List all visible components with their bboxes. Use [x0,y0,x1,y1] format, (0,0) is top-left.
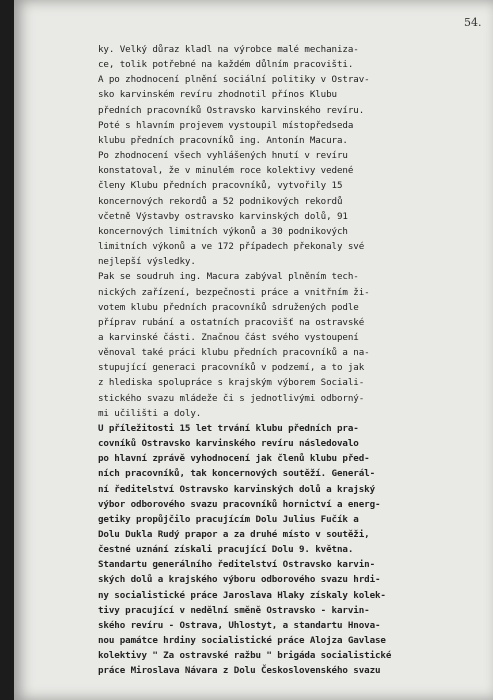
text-line: koncernových limitních výkonů a 30 podnikových [98,225,348,237]
text-line: předních pracovníků Ostravsko karvinského revíru. [98,104,365,116]
text-line: včetně Výstavby ostravsko karvinských dolů, 91 [98,210,348,222]
text-line: koncernových rekordů a 52 podnikových rekordů [98,195,343,207]
page-number: 54. [464,16,482,29]
text-line: a karvinské části. Značnou část svého vystoupení [98,331,359,343]
text-line: covníků Ostravsko karvinského revíru následovalo [98,438,359,450]
text-line: čestné uznání získali pracující Dolu 9. května. [98,544,354,556]
text-line: U příležitosti 15 let trvání klubu předních pra- [98,422,359,434]
text-line: práce Miroslava Návara z Dolu Československého svazu [98,665,381,677]
text-line: z hlediska spolupráce s krajským výborem Sociali- [98,377,365,389]
text-line: po hlavní zprávě vyhodnocení jak členů klubu před- [98,453,370,465]
text-line: mi učilišti a doly. [98,407,202,419]
text-line: věnoval také práci klubu předních pracovníků a na- [98,347,370,359]
text-line: ských dolů a krajského výboru odborového svazu hrdi- [98,574,381,586]
text-line: ce, tolik potřebné na každém důlním pracovišti. [98,59,354,71]
text-line: sko karvinském revíru zhodnotil přínos Klubu [98,89,337,101]
text-line: getiky propůjčilo pracujícím Dolu Julius Fučík a [98,513,359,525]
text-line: votem klubu předních pracovníků sdružených podle [98,301,359,313]
text-line: nou památce hrdiny socialistické práce Alojza Gavlase [98,635,386,647]
text-line: Pak se soudruh ing. Macura zabýval plněním tech- [98,271,359,283]
text-line: limitních výkonů a ve 172 případech překonaly své [98,241,365,253]
text-line: konstatoval, že v minulém roce kolektivy vedené [98,165,354,177]
text-line: Standartu generálního ředitelství Ostravsko karvin- [98,559,375,571]
text-line: Poté s hlavním projevem vystoupil místopředseda [98,119,354,131]
text-line: kolektivy " Za ostravské ražbu " brigáda socialistické [98,650,392,662]
text-line: nických zařízení, bezpečnosti práce a vnitřním ži- [98,286,370,298]
text-line: ky. Velký důraz kladl na výrobce malé mechaniza- [98,44,359,55]
text-line: stického svazu mládeže či s jednotlivými odborný- [98,392,365,404]
text-line: členy Klubu předních pracovníků, vytvořily 15 [98,180,343,192]
text-line: Po zhodnocení všech vyhlášených hnutí v revíru [98,150,348,162]
typed-body-text [98,42,490,679]
text-line: klubu předních pracovníků ing. Antonín Macura. [98,134,348,146]
text-line: stupující generaci pracovníků v podzemí, a to jak [98,362,365,374]
text-line: ních pracovníků, tak koncernových soutěží. Generál- [98,468,375,480]
text-line: Dolu Dukla Rudý prapor a za druhé místo v soutěži, [98,529,370,540]
text-line: příprav rubání a ostatních pracovišť na ostravské [98,316,365,328]
document-page [14,0,493,700]
text-line: tivy pracující v nedělní směně Ostravsko - karvin- [98,604,370,616]
text-line: ny socialistické práce Jaroslava Hlaky získaly kolek- [98,589,386,601]
text-line: ského revíru - Ostrava, Uhlostyt, a standartu Hnova- [98,619,381,631]
text-line: ní ředitelství Ostravsko karvinských dolů a krajský [98,483,375,495]
text-line: A po zhodnocení plnění sociální politiky v Ostrav- [98,74,370,86]
text-line: nejlepší výsledky. [98,256,196,268]
text-line: výbor odborového svazu pracovníků hornictví a energ- [98,498,381,510]
